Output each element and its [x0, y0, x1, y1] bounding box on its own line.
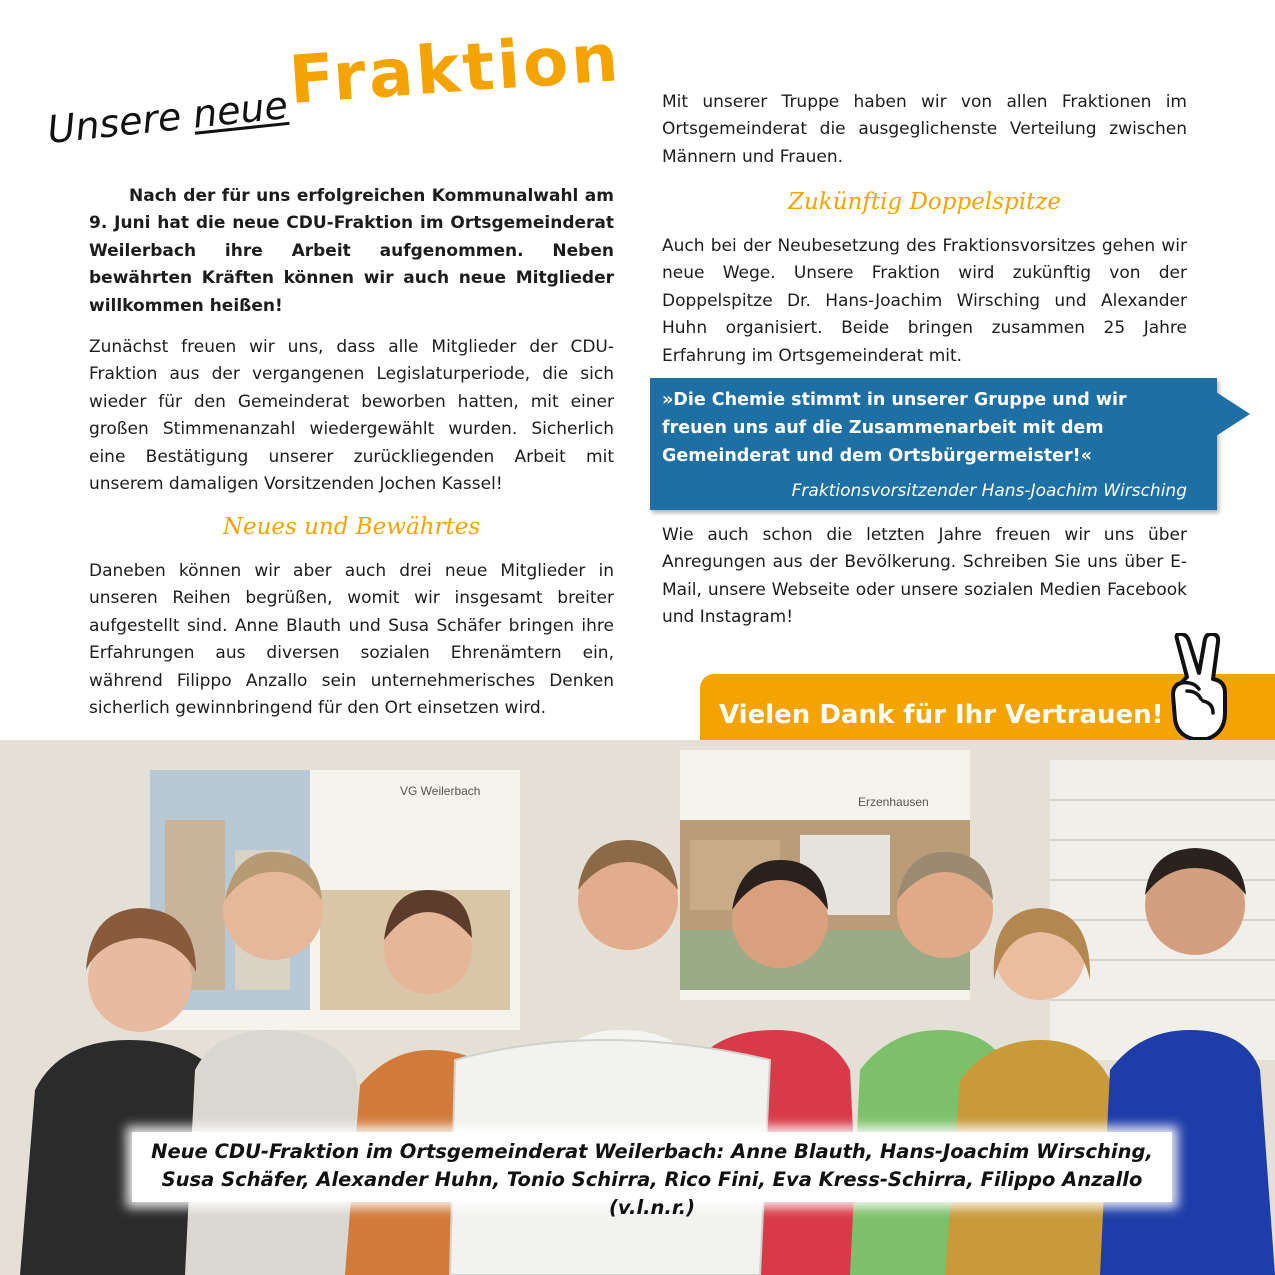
victory-hand-icon: [1163, 633, 1243, 743]
title-prefix: [45, 83, 289, 152]
lead-paragraph: Nach der für uns erfolgreichen Kommunalwahl am 9. Juni hat die neue CDU-Fraktion im Ortsgemeinderat Weilerbach ihre Arbeit aufgenommen. Neben bewährten Kräften können wir auch neue Mitglieder willkommen heißen!: [89, 186, 614, 316]
photo-caption: Neue CDU-Fraktion im Ortsgemeinderat Weilerbach: Anne Blauth, Hans-Joachim Wirsching, Susa Schäfer, Alexander Huhn, Tonio Schirra, Rico Fini, Eva Kress-Schirra, Filippo Anzallo (v.l.n.r.): [151, 1140, 1153, 1219]
title-word-neue: neue: [190, 83, 290, 137]
left-paragraph-2: Daneben können wir aber auch drei neue Mitglieder in unseren Reihen begrüßen, womit wir insgesamt breiter aufgestellt sind. Anne Blauth und Susa Schäfer bringen ihre Erfahrungen aus diversen sozialen Ehrenämtern ein, während Filippo Anzallo sein unternehmerisches Denken sicherlich gewinnbringend für den Ort einsetzen wird.: [89, 560, 614, 718]
quote-arrow: [1216, 392, 1250, 436]
left-column: [89, 183, 614, 722]
title-word-unsere: Unsere: [45, 94, 184, 152]
left-paragraph-1: Zunächst freuen wir uns, dass alle Mitglieder der CDU-Fraktion aus der vergangenen Legislaturperiode, die sich wieder für den Gemeinderat beworben hatten, mit einer großen Stimmenanzahl wiedergewählt wurden. Sicherlich eine Bestätigung unserer zurückliegenden Arbeit mit unserem damaligen Vorsitzenden Jochen Kassel!: [89, 337, 614, 495]
poster-left-label: VG Weilerbach: [400, 784, 481, 798]
right-paragraph-2: Auch bei der Neubesetzung des Fraktionsvorsitzes gehen wir neue Wege. Unsere Fraktion wird zukünftig von der Doppelspitze Dr. Hans-Joachim Wirsching und Alexander Huhn organisiert. Beide bringen zusammen 25 Jahre Erfahrung im Ortsgemeinderat mit.: [662, 236, 1187, 366]
quote-text: »Die Chemie stimmt in unserer Gruppe und wir freuen uns auf die Zusammenarbeit mit dem Gemeinderat und dem Ortsbürgermeister!«: [662, 390, 1127, 466]
quote-attribution: Fraktionsvorsitzender Hans-Joachim Wirsching: [791, 481, 1187, 501]
thanks-text: Vielen Dank für Ihr Vertrauen!: [719, 700, 1164, 730]
right-paragraph-1: Mit unserer Truppe haben wir von allen Fraktionen im Ortsgemeinderat die ausgeglichenste Verteilung zwischen Männern und Frauen.: [662, 92, 1187, 167]
right-paragraph-3: Wie auch schon die letzten Jahre freuen wir uns über Anregungen aus der Bevölkerung. Schreiben Sie uns über E-Mail, unsere Webseite oder unsere sozialen Medien Facebook und Instagram!: [662, 525, 1187, 628]
subheading-doppelspitze: Zukünftig Doppelspitze: [787, 189, 1062, 215]
subheading-neues: Neues und Bewährtes: [222, 514, 481, 541]
title-word-fraktion: Fraktion: [286, 19, 624, 119]
poster-right-label: Erzenhausen: [858, 795, 929, 809]
